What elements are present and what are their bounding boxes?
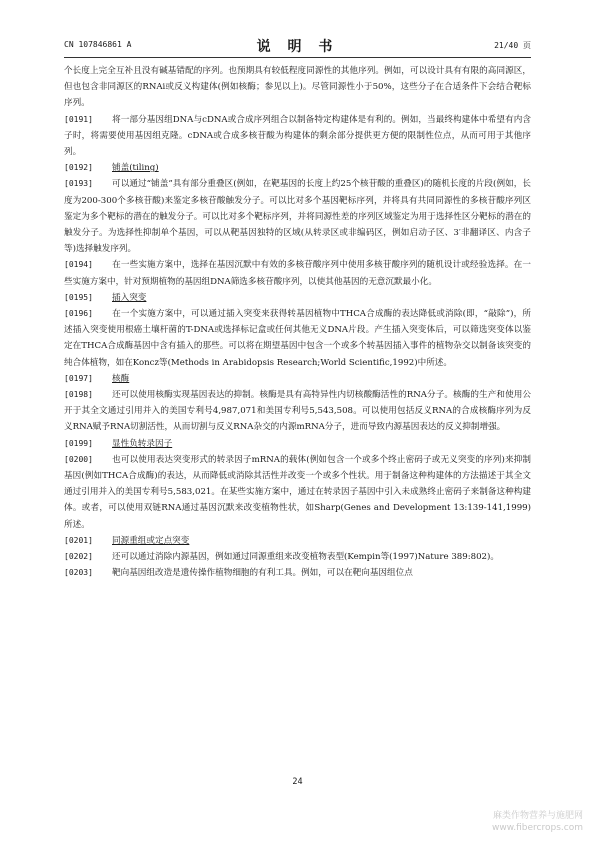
paragraph-number: [0192]: [64, 163, 93, 173]
paragraph-number: [0198]: [64, 390, 93, 400]
page-indicator: 21/40 页: [494, 41, 531, 50]
paragraph-text: 靶向基因组改造是遗传操作植物细胞的有利工具。例如，可以在靶向基因组位点: [112, 568, 413, 579]
paragraph-number: [0195]: [64, 292, 93, 302]
paragraph-text: 还可以使用核酶实现基因表达的抑制。核酶是具有高特异性内切核酸酶活性的RNA分子。核酶的生产和使用公开于其全文通过引用并入的美国专利号4,987,071和美国专利号5,543,508。可以使用包括反义RNA的合成核酶序列为反义RNA赋予RNA切割活性，从而切割与反义RNA杂交的内源mRNA分子，进而导致内源基因表达的反义抑制增强。: [64, 390, 531, 433]
page-header: [64, 40, 531, 54]
paragraph: [64, 257, 531, 289]
paragraph-number: [0196]: [64, 309, 93, 319]
paragraph: [64, 387, 531, 436]
paragraph-text: 在一些实施方案中，选择在基因沉默中有效的多核苷酸序列中使用多核苷酸序列的随机设计或经验选择。在一些实施方案中，针对预期植物的基因组DNA筛选多核苷酸序列，以使其他基因的无意沉默最小化。: [64, 260, 531, 287]
paragraph: [64, 112, 531, 161]
paragraph-number: [0193]: [64, 179, 93, 189]
paragraph-number: [0199]: [64, 438, 93, 448]
section-heading-text: 铺盖(tiling): [112, 163, 159, 174]
watermark-line2: www.fibercrops.com: [492, 823, 583, 833]
paragraph-number: [0203]: [64, 568, 93, 578]
watermark-line1: 麻类作物营养与施肥网: [492, 811, 583, 821]
section-heading: [64, 533, 531, 549]
paragraph: [64, 176, 531, 257]
paragraph-number: [0197]: [64, 373, 93, 383]
watermark: [492, 810, 583, 834]
section-heading-text: 显性负转录因子: [112, 438, 173, 449]
section-heading: [64, 160, 531, 176]
section-heading: [64, 290, 531, 306]
paragraph-number: [0201]: [64, 535, 93, 545]
paragraph: [64, 565, 531, 581]
paragraph: [64, 306, 531, 371]
paragraph-text: 还可以通过消除内源基因，例如通过同源重组来改变植物表型(Kempin等(1997)Nature 389:802)。: [112, 552, 499, 563]
paragraph-text: 将一部分基因组DNA与cDNA或合成序列组合以制备特定构建体是有利的。例如，当最终构建体中希望有内含子时，将需要使用基因组克隆。cDNA或合成多核苷酸为构建体的剩余部分提供更方便的限制性位点，从而可用于其他序列。: [64, 114, 531, 158]
paragraph-number: [0191]: [64, 114, 93, 124]
section-heading-text: 核酶: [112, 373, 130, 384]
header-divider: [64, 57, 531, 58]
section-heading-text: 同源重组或定点突变: [112, 535, 190, 546]
document-body: [64, 63, 531, 582]
document-id: CN 107846861 A: [64, 40, 132, 49]
section-heading: [64, 371, 531, 387]
paragraph-number: [0194]: [64, 260, 93, 270]
paragraph-text: 可以通过“铺盖”具有部分重叠区(例如，在靶基因的长度上约25个核苷酸的重叠区)的随机长度的片段(例如，长度为200-300个多核苷酸)来鉴定多核苷酸触发分子。可以比对多个基因靶标序列，并将具有共同同源性的多核苷酸序列区鉴定为多个靶标的潜在的触发分子。可以比对多个靶标序列，并将同源性差的序列区域鉴定为用于选择性区分靶标的潜在的触发分子。为选择性抑制单个基因，可以从靶基因独特的区域(从转录区或非编码区，例如启动子区、3′非翻译区、内含子等)选择触发序列。: [64, 179, 531, 255]
paragraph: [64, 452, 531, 533]
paragraph-number: [0202]: [64, 552, 93, 562]
paragraph-text: 也可以使用表达突变形式的转录因子mRNA的载体(例如包含一个或多个终止密码子或无义突变的序列)来抑制基因(例如THCA合成酶)的表达，从而降低或消除其活性并改变一个或多个性状。用于制备这种构建体的方法描述于其全文通过引用并入的美国专利号5,583,021。在某些实施方案中，通过在转录因子基因中引入未成熟终止密码子来制备这种构建体。或者，可以使用双链RNA通过基因沉默来改变植物性状，如Sharp(Genes and Development 13:139-141,1999)所述。: [64, 454, 531, 530]
section-heading-text: 插入突变: [112, 292, 147, 303]
paragraph-number: [0200]: [64, 454, 93, 464]
page-title: 说 明 书: [256, 39, 339, 55]
paragraph: [64, 549, 531, 565]
section-heading: [64, 436, 531, 452]
paragraph-text: 个长度上完全互补且没有碱基错配的序列。也预期具有较低程度同源性的其他序列。例如，可以设计具有有限的高同源区，但也包含非同源区的RNAi或反义构建体(例如核酶；参见以上)。尽管同源性小于50%，这些分子在合适条件下会结合靶标序列。: [64, 66, 531, 109]
paragraph: [64, 63, 531, 112]
paragraph-text: 在一个实施方案中，可以通过插入突变来获得转基因植物中THCA合成酶的表达降低或消除(即，“敲除”)，所述插入突变使用根癌土壤杆菌的T-DNA或选择标记盒或任何其他无义DNA片段。产生插入突变体后，可以筛选突变体以鉴定在THCA合成酶基因中含有插入的那些。可以将在期望基因中包含一个或多个转基因插入事件的植物杂交以制备该突变的纯合体植物，如在Koncz等(Methods in Arabidopsis Research;World Scientific,1992)中所述。: [64, 309, 531, 368]
page-number: 24: [292, 777, 303, 787]
